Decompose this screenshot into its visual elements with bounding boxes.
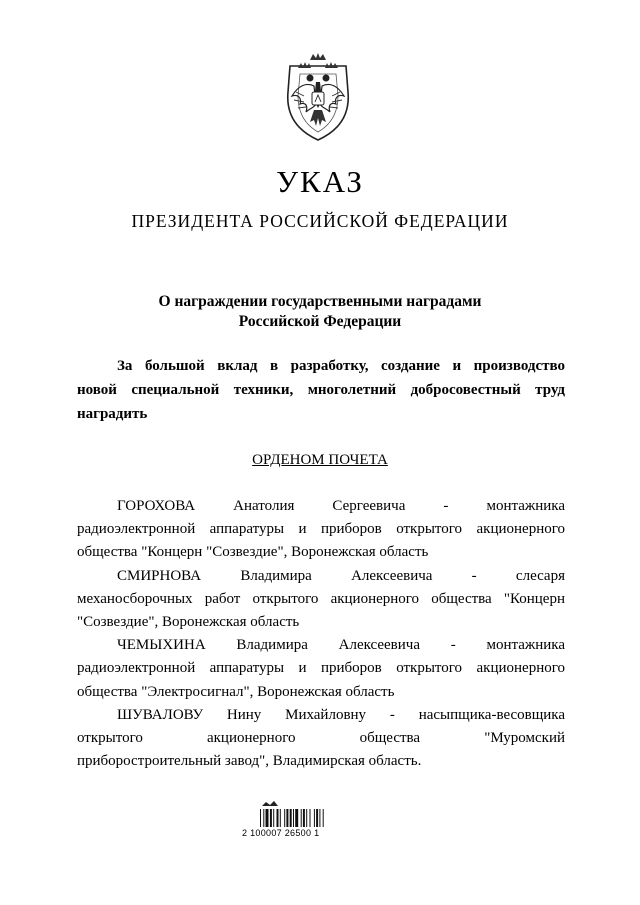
awardee-first-name: Нину [226, 706, 262, 723]
barcode-bar [310, 809, 311, 827]
awardee-surname: ШУВАЛОВУ [117, 706, 204, 723]
barcode-bar [301, 809, 302, 827]
dash: - [450, 637, 456, 654]
barcode-bar [314, 809, 315, 827]
awardee-name-line [77, 565, 565, 588]
awardee-first-name: Анатолия [233, 498, 295, 514]
barcode-bar [295, 809, 298, 827]
awardee-first-name: Владимира [236, 637, 308, 654]
barcode-bar [284, 809, 285, 827]
awardee-surname: СМИРНОВА [117, 567, 202, 584]
barcode-bar [323, 809, 324, 827]
barcode-bar [277, 809, 279, 827]
awardee-name-line [77, 704, 565, 727]
awardee-patronymic: Сергеевича [332, 498, 406, 514]
awardee-word: общества [359, 729, 421, 746]
awardee-entry [77, 495, 565, 565]
awardee-first-name: Владимира [240, 567, 312, 584]
barcode-bar [303, 809, 305, 827]
barcode-bar [280, 809, 281, 827]
barcode-bar [263, 809, 264, 827]
barcode-bar [306, 809, 307, 827]
decree-preamble [77, 354, 565, 426]
awardee-word: открытого [77, 729, 143, 746]
barcode-bar [286, 809, 288, 827]
barcode-mark-icon [262, 801, 278, 806]
award-name-text: ОРДЕНОМ ПОЧЕТА [252, 452, 388, 468]
awardee-name-line [77, 495, 565, 518]
awardee-profession: насыпщика-весовщика [418, 706, 566, 723]
awardee-detail-line: радиоэлектронной аппаратуры и приборов открытого акционерного [77, 660, 565, 677]
decree-heading-line: О награждении государственными наградами [158, 293, 482, 310]
awardee-word: "Муромский [484, 729, 565, 746]
awardee-word: акционерного [206, 729, 296, 746]
awardee-detail-line: общества "Электросигнал", Воронежская область [77, 683, 395, 700]
awardee-patronymic: Алексеевича [338, 637, 420, 654]
decree-heading-line: Российской Федерации [238, 313, 402, 330]
barcode-bar [260, 809, 261, 827]
awardee-detail-line: приборостроительный завод", Владимирская область. [77, 753, 422, 770]
russian-coat-of-arms-icon [276, 52, 360, 144]
awardee-entry [77, 704, 565, 774]
barcode-bar [266, 809, 269, 827]
dash: - [443, 498, 449, 514]
preamble-line: наградить [77, 406, 148, 422]
barcode-bar [273, 809, 274, 827]
barcode-bar [293, 809, 294, 827]
awardee-detail-line [77, 727, 565, 750]
awardee-patronymic: Михайловну [285, 706, 367, 723]
barcode-number: 2 100007 26500 1 [242, 828, 320, 838]
awardee-surname: ГОРОХОВА [117, 498, 196, 514]
awardee-entry [77, 634, 565, 704]
award-name [0, 450, 640, 470]
awardee-name-line [77, 634, 565, 657]
barcode-bar [316, 809, 318, 827]
preamble-line: За большой вклад в разработку, создание и производство [117, 358, 565, 374]
awardee-detail-line: общества "Концерн "Созвездие", Воронежская область [77, 544, 429, 561]
awardee-list [77, 495, 565, 773]
awardee-surname: ЧЕМЫХИНА [117, 637, 206, 654]
barcode-bar [319, 809, 320, 827]
decree-heading [0, 292, 640, 332]
document-subtitle: ПРЕЗИДЕНТА РОССИЙСКОЙ ФЕДЕРАЦИИ [131, 211, 509, 231]
awardee-detail-line: радиоэлектронной аппаратуры и приборов открытого акционерного [77, 521, 565, 538]
awardee-profession: слесаря [515, 567, 565, 584]
awardee-detail-line: механосборочных работ открытого акционерного общества "Концерн [77, 590, 565, 607]
awardee-detail-line: "Созвездие", Воронежская область [77, 613, 300, 630]
awardee-entry [77, 565, 565, 635]
awardee-patronymic: Алексеевича [351, 567, 433, 584]
document-title: УКАЗ [276, 164, 364, 199]
barcode-bar [290, 809, 292, 827]
dash: - [471, 567, 477, 584]
preamble-line: новой специальной техники, многолетний добросовестный труд [77, 382, 565, 398]
barcode-bar [270, 809, 272, 827]
awardee-profession: монтажника [486, 637, 566, 654]
dash: - [389, 706, 395, 723]
awardee-profession: монтажника [486, 498, 566, 514]
